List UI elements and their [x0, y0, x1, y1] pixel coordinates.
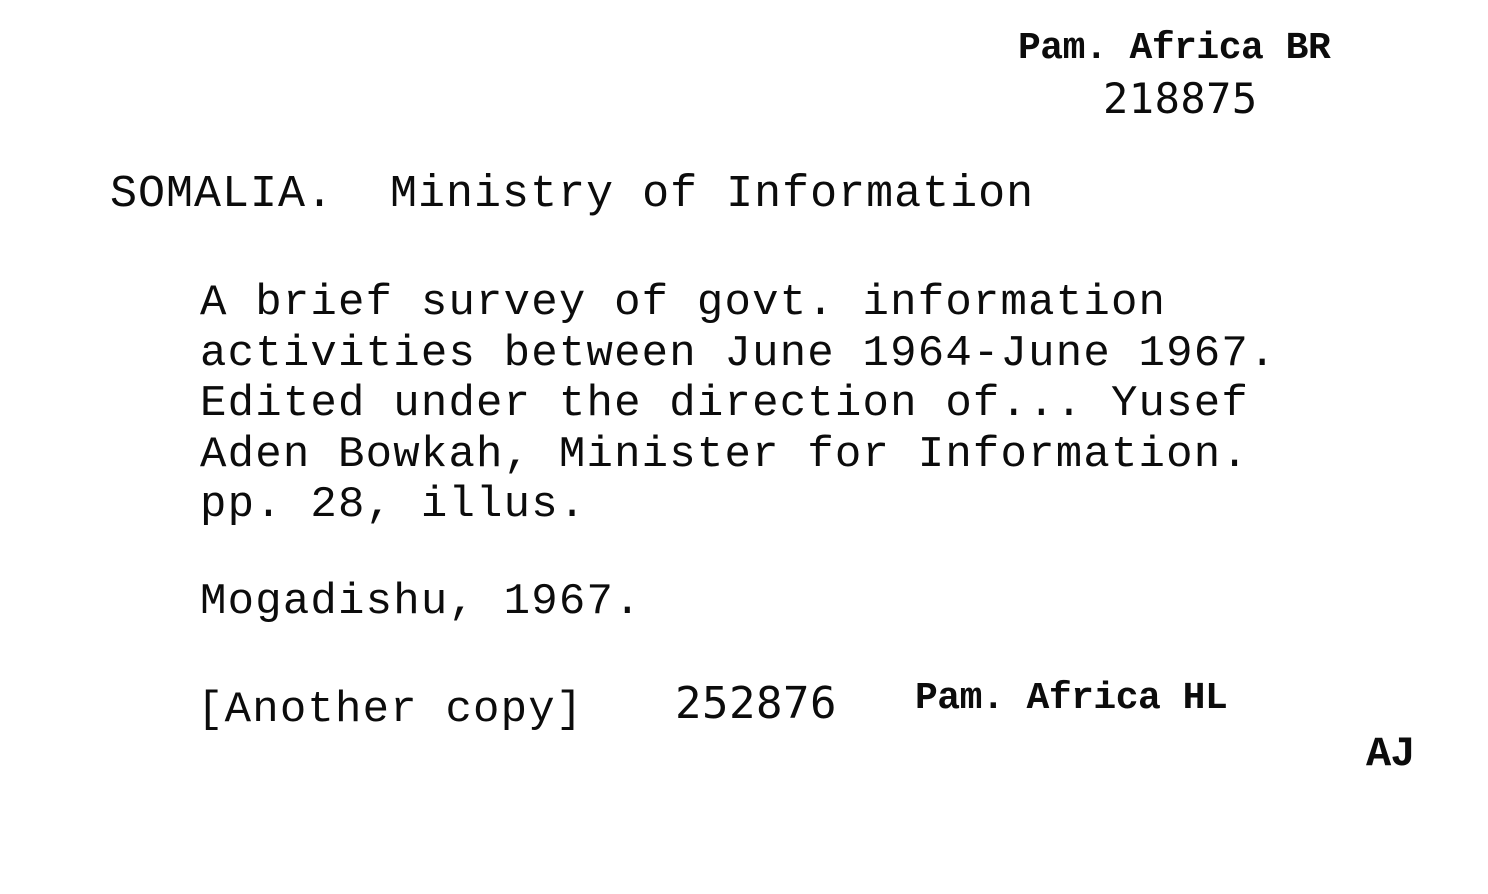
title-entry: [200, 278, 1277, 531]
cataloger-initials: AJ: [1366, 730, 1415, 778]
entry-line: A brief survey of govt. information: [200, 278, 1167, 328]
another-copy-number: 252876: [675, 678, 837, 729]
main-heading: SOMALIA. Ministry of Information: [110, 169, 1035, 220]
entry-line: pp. 28, illus.: [200, 480, 587, 530]
entry-line: activities between June 1964-June 1967.: [200, 328, 1277, 379]
entry-line: Aden Bowkah, Minister for Information.: [200, 429, 1249, 480]
imprint: Mogadishu, 1967.: [200, 577, 642, 627]
call-number-line-1: Pam. Africa BR: [1018, 27, 1331, 70]
another-copy-call-number: Pam. Africa HL: [915, 677, 1228, 720]
entry-line: Edited under the direction of... Yusef: [200, 379, 1249, 429]
call-number-line-2: 218875: [1103, 74, 1258, 123]
another-copy-label: [Another copy]: [197, 685, 584, 735]
